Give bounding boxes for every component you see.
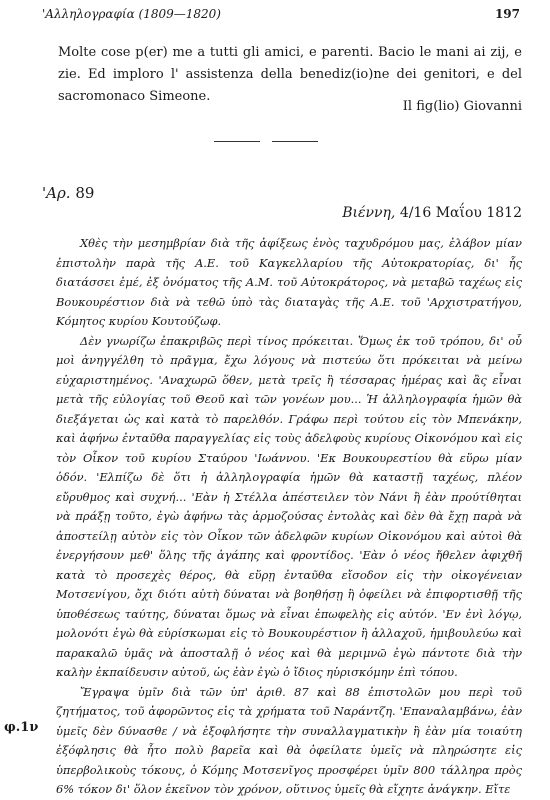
body-paragraph-2: Δὲν γνωρίζω ἐπακριβῶς περὶ τίνος πρόκειται. Ὅμως ἐκ τοῦ τρόπου, δι' οὗ μοὶ ἀνηγγέλθη τὸ πρᾶγμα, ἔχω λόγους νὰ πιστεύω ὅτι πρόκειται νὰ μείνω εὐχαριστημένος. 'Αναχωρῶ ὅθεν, μετὰ τρεῖς ἢ τέσσαρας ἡμέρας καὶ ἂς εἶναι μετὰ τῆς εὐλογίας τοῦ Θεοῦ καὶ τῶν γονέων μου... Ἡ ἀλληλογραφία ἡμῶν θὰ διεξάγεται ὡς καὶ κατὰ τὸ παρελθόν. Γράφω περὶ τούτου εἰς τὸν Μπενάκην, καὶ ἀφήνω ἐνταῦθα παραγγελίας εἰς τοὺς ἀδελφοὺς κυρίους Οἰκονόμου καὶ εἰς τὸν Οἶκον τοῦ κυρίου Σταύρου 'Ιωάννου. 'Εκ Βουκουρεστίου θὰ εὕρω μίαν ὁδόν. 'Ελπίζω δὲ ὅτι ἡ ἀλληλογραφία ἡμῶν θὰ καταστῇ ταχέως, πλέον εὔρυθμος καὶ συχνή... 'Εὰν ἡ Στέλλα ἀπέστειλεν τὸν Νάνι ἢ ἐὰν προύτίθηται νὰ πράξῃ τοῦτο, ἐγὼ ἀφήνω τὰς ἁρμοζούσας ἐντολὰς καὶ δὲν θὰ ἔχῃ παρὰ νὰ ἀποστείλῃ αὐτὸν εἰς τὸν Οἶκον τῶν ἀδελφῶν κυρίων Οἰκονόμου καὶ αὐτοὶ θὰ ἐνεργήσουν μεθ' ὅλης τῆς ἀγάπης καὶ φροντίδος. 'Εὰν ὁ νέος ἤθελεν ἀφιχθῆ κατὰ τὸ προσεχὲς θέρος, θὰ εὕρῃ ἐνταῦθα εἴσοδον εἰς τὴν οἰκογένειαν Μοτσενίγου, ὄχι διότι αὐτὴ δύναται νὰ βοηθήσῃ ἢ ὀφείλει νὰ ἐπιφορτισθῇ τῆς ὑποθέσεως ταύτης, δύναται ὅμως νὰ εἶναι ἐπωφελὴς εἰς αὐτόν. 'Εν ἑνὶ λόγῳ, μολονότι ἐγὼ θὰ εὑρίσκωμαι εἰς τὸ Βουκουρέστιον ἢ ἀλλαχοῦ, ἡμιβουλεύω καὶ παρακαλῶ ὑμᾶς νὰ ἀποσταλῇ ὁ νέος καὶ θὰ μεριμνῶ ἐγὼ πάντοτε διὰ τὴν καλὴν ἐκπαίδευσιν αὐτοῦ, ὡς ἐὰν ἐγὼ ὁ ἴδιος ηὑρισκόμην ἐπὶ τόπου.: [56, 333, 522, 679]
italian-paragraph: Molte cose p(er) me a tutti gli amici, e parenti. Bacio le mani ai zij, e zie. Ed imploro l' assistenza della benediz(io)ne dei genitori, e del sacromonaco Simeone.: [58, 45, 522, 104]
italian-closing-block: [58, 42, 522, 114]
letter-body: [56, 234, 522, 800]
running-head: [42, 6, 520, 22]
section-divider-left: [214, 141, 260, 142]
signature: Il fig(lio) Giovanni: [402, 99, 522, 114]
letter-number: 89: [75, 184, 95, 202]
body-paragraph-1: Χθὲς τὴν μεσημβρίαν διὰ τῆς ἀφίξεως ἑνὸς ταχυδρόμου μας, ἐλάβον μίαν ἐπιστολὴν παρὰ τῆς Α.Ε. τοῦ Καγκελλαρίου τῆς Αὐτοκρατορίας, δι' ἧς διατάσσει ἐμέ, ἐξ ὀνόματος τῆς Α.Μ. τοῦ Αὐτοκράτορος, νὰ μεταβῶ ταχέως εἰς Βουκουρέστιον διὰ νὰ τεθῶ ὑπὸ τὰς διαταγὰς τῆς Α.Ε. τοῦ 'Αρχιστρατήγου, Κόμητος κυρίου Κουτούζωφ.: [56, 236, 522, 328]
dateline: [342, 203, 522, 223]
letter-place: Βιέννη,: [342, 205, 396, 221]
page-number: 197: [494, 7, 520, 21]
section-divider-right: [272, 141, 318, 142]
letter-label: 'Αρ.: [42, 184, 71, 202]
body-paragraph-3: Ἔγραψα ὑμῖν διὰ τῶν ὑπ' ἀριθ. 87 καὶ 88 ἐπιστολῶν μου περὶ τοῦ ζητήματος, τοῦ ἀφορῶντος εἰς τὰ χρήματα τοῦ Ναράντζη. 'Επαναλαμβάνω, ἐὰν ὑμεῖς δὲν δύνασθε / νὰ ἐξοφλήσητε τὴν συναλλαγματικὴν ἢ ἐὰν μία τοιαύτη ἐξόφλησις θὰ ἦτο πολὺ βαρεῖα καὶ θὰ ὀφείλατε ὑμεῖς νὰ πληρώσητε εἰς ὑπερβολικοὺς τόκους, ὁ Κόμης Μοτσενῖγος προσφέρει ὑμῖν 800 τάλληρα πρὸς 6% τόκον δι' ὅλον ἐκεῖνον τὸν χρόνον, οὕτινος ὑμεῖς θὰ εἴχητε ἀνάγκην. Εἴτε: [56, 684, 522, 796]
letter-date: 4/16 Μαΐου 1812: [399, 205, 522, 221]
letter-heading: [42, 183, 94, 203]
running-title: 'Αλληλογραφία (1809—1820): [42, 7, 221, 21]
folio-margin-note: φ.1ν: [4, 720, 39, 735]
